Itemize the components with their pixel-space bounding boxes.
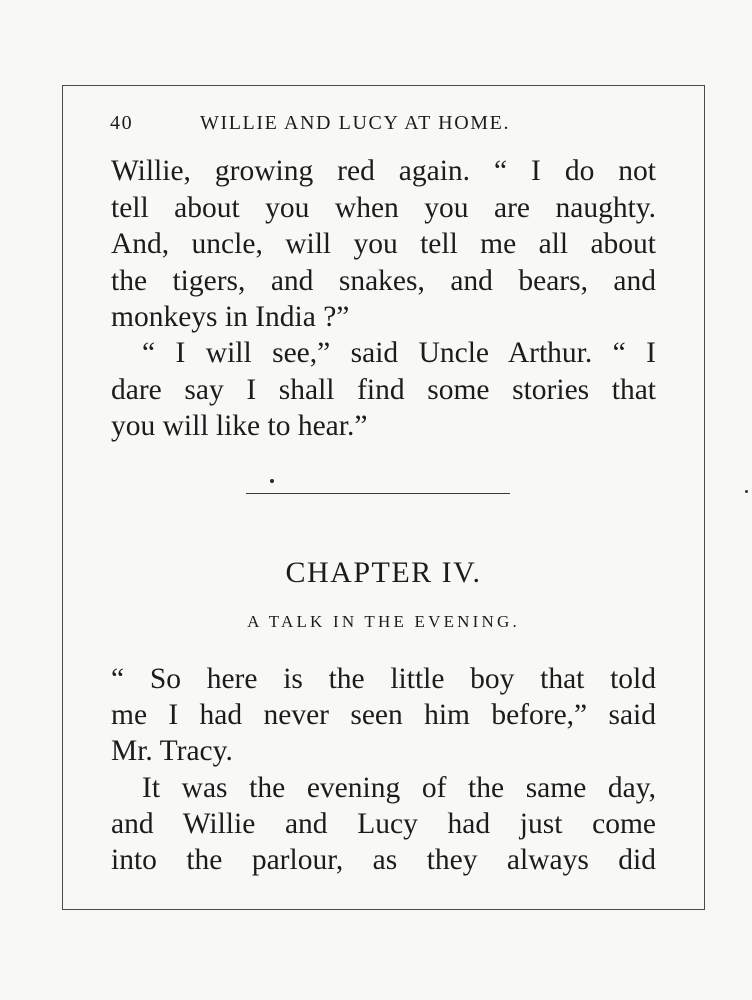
body-line: and Willie and Lucy had just come bbox=[111, 808, 656, 840]
chapter-heading: CHAPTER IV. bbox=[285, 556, 482, 589]
running-head bbox=[110, 112, 655, 140]
body-line: you will like to hear.” bbox=[111, 410, 368, 442]
body-line: monkeys in India ?” bbox=[111, 301, 350, 333]
paper-speck bbox=[745, 490, 748, 493]
body-line: “ So here is the little boy that told bbox=[111, 663, 656, 695]
section-divider bbox=[246, 493, 510, 494]
running-title: WILLIE AND LUCY AT HOME. bbox=[200, 112, 511, 134]
ornament-dot bbox=[270, 479, 274, 483]
body-line: the tigers, and snakes, and bears, and bbox=[111, 265, 656, 297]
page-number: 40 bbox=[110, 112, 134, 134]
body-line: me I had never seen him before,” said bbox=[111, 699, 656, 731]
body-line: Willie, growing red again. “ I do not bbox=[111, 155, 656, 187]
body-line: Mr. Tracy. bbox=[111, 735, 233, 767]
chapter-subtitle: A TALK IN THE EVENING. bbox=[247, 612, 520, 631]
body-line: And, uncle, will you tell me all about bbox=[111, 228, 656, 260]
body-line: into the parlour, as they always did bbox=[111, 844, 656, 876]
body-line: dare say I shall find some stories that bbox=[111, 374, 656, 406]
body-line: tell about you when you are naughty. bbox=[111, 192, 656, 224]
body-line: It was the evening of the same day, bbox=[142, 772, 656, 804]
body-line: “ I will see,” said Uncle Arthur. “ I bbox=[142, 337, 656, 369]
